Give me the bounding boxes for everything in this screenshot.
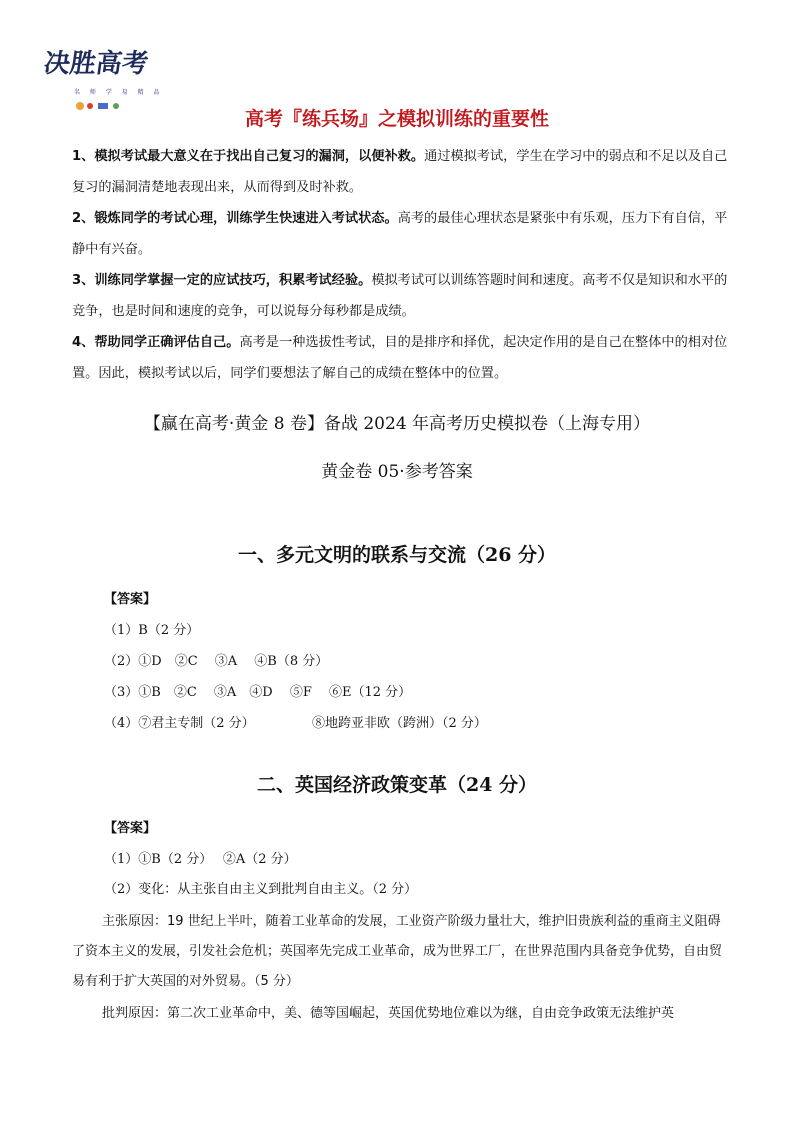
intro-paragraph-4 [72, 327, 732, 389]
page-title: 高考『练兵场』之模拟训练的重要性 [244, 108, 549, 130]
intro-paragraph-1 [72, 141, 732, 203]
intro-4-bold: 4、帮助同学正确评估自己。 [72, 335, 240, 350]
section-1-heading: 一、多元文明的联系与交流（26 分） [237, 544, 557, 566]
section-2-answer-line: （1）①B（2 分） ②A（2 分） [104, 852, 297, 867]
section-1-answer-line: （3）①B ②C ③A ④D ⑤F ⑥E（12 分） [104, 685, 412, 700]
section-1-answer-line: （4）⑦君主专制（2 分） [104, 716, 255, 731]
intro-1-text: 通过模拟考试，学生在学习中的弱点和不足以及自己复习的漏洞清楚地表现出来，从而得到及时补救。 [72, 149, 728, 195]
exam-title: 【赢在高考·黄金 8 卷】备战 2024 年高考历史模拟卷（上海专用） [143, 414, 651, 434]
section-1-answer-line: （2）①D ②C ③A ④B（8 分） [104, 654, 329, 669]
logo-subtext: 名 师 学 易 精 品 [74, 89, 164, 96]
logo-text: 决胜高考 [41, 49, 151, 79]
section-2-heading: 二、英国经济政策变革（24 分） [256, 774, 538, 796]
intro-1-bold: 1、模拟考试最大意义在于找出自己复习的漏洞，以便补救。 [72, 149, 425, 164]
intro-paragraph-2 [72, 203, 732, 265]
section-2-answer-label: 【答案】 [104, 821, 157, 836]
section-2-answer-line: （2）变化：从主张自由主义到批判自由主义。（2 分） [104, 882, 418, 897]
section-1-answer-line-extra: ⑧地跨亚非欧（跨洲）（2 分） [312, 716, 487, 731]
intro-2-bold: 2、锻炼同学的考试心理，训练学生快速进入考试状态。 [72, 211, 398, 226]
section-2-paragraph: 批判原因：第二次工业革命中，美、德等国崛起，英国优势地位难以为继，自由竞争政策无法维护英 [102, 1006, 675, 1021]
intro-3-text: 模拟考试可以训练答题时间和速度。高考不仅是知识和水平的竞争，也是时间和速度的竞争，可以说每分每秒都是成绩。 [72, 273, 728, 319]
section-1-answer-label: 【答案】 [104, 592, 157, 607]
intro-2-text: 高考的最佳心理状态是紧张中有乐观，压力下有自信，平静中有兴奋。 [72, 211, 728, 257]
section-1-answer-line: （1）B（2 分） [104, 623, 200, 638]
section-2-paragraph: 主张原因：19 世纪上半叶，随着工业革命的发展，工业资产阶级力量壮大，维护旧贵族利益的重商主义阻碍了资本主义的发展，引发社会危机；英国率先完成工业革命，成为世界工厂，在世界范围内具备竞争优势，自由贸易有利于扩大英国的对外贸易。（5 分） [72, 914, 723, 989]
intro-paragraph-3 [72, 265, 732, 327]
intro-4-text: 高考是一种选拔性考试，目的是排序和择优，起决定作用的是自己在整体中的相对位置。因此，模拟考试以后，同学们要想法了解自己的成绩在整体中的位置。 [72, 335, 728, 381]
intro-3-bold: 3、训练同学掌握一定的应试技巧，积累考试经验。 [72, 273, 372, 288]
exam-subtitle: 黄金卷 05·参考答案 [321, 462, 473, 482]
